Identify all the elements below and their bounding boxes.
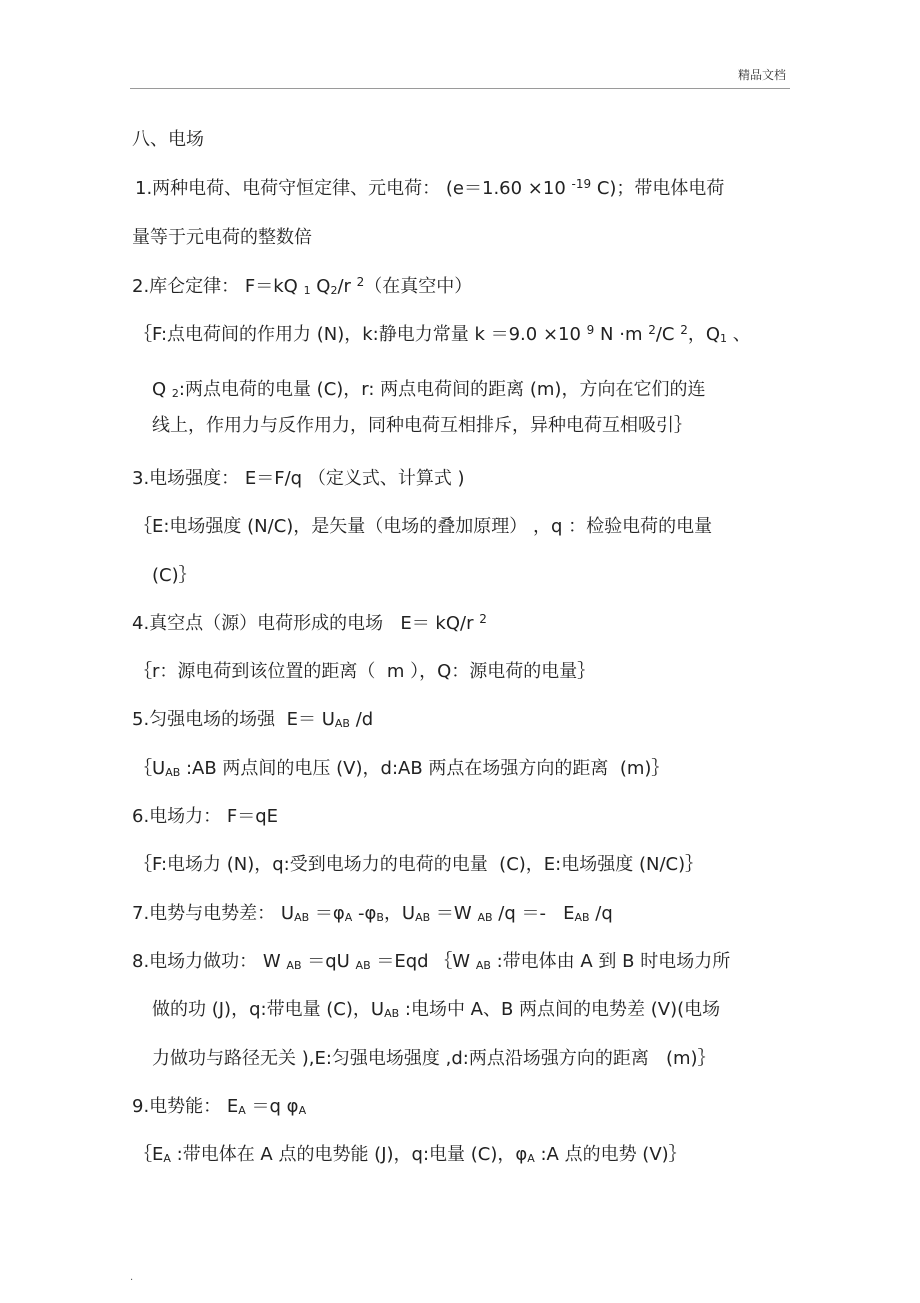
item-3-title: 3.电场强度： E＝F/q （定义式、计算式 ) [132,468,465,489]
item-2-desc-3: 线上，作用力与反作用力，同种电荷互相排斥，异种电荷互相吸引｝ [152,415,692,436]
item-9-title: 9.电势能： $E_A =q$ $\varphi_A$ [132,1096,307,1117]
item-8-desc-2: 力做功与路径无关 ),E:匀强电场强度 ,d:两点沿场强方向的距离 (m)｝ [152,1048,716,1069]
header-divider [130,88,790,89]
item-7-title: 7.电势与电势差： $U_{AB} =\varphi_A$ $-\varphi_B$，$U_{AB} =W$ $_{AB}$ $/q =- E_{AB}$ /q [132,903,613,924]
footer-mark: . [130,1272,134,1283]
item-6-title: 6.电场力： F＝qE [132,806,279,827]
item-2-title: 2.库仑定律： F＝kQ $_1$ $Q_2/r$ $^2$（在真空中） [132,275,473,297]
item-5-title: 5.匀强电场的场强 $E= U_{AB}$ /d [132,709,374,730]
header-label: 精品文档 [738,68,787,82]
item-1-line-1: 1.两种电荷、电荷守恒定律、元电荷： (e＝1.60 ×10 $^{-19}$ C)；带电体电荷 [135,177,725,199]
item-4-desc: ｛r：源电荷到该位置的距离（ m ），Q：源电荷的电量｝ [134,661,596,682]
item-3-desc-2: (C)｝ [152,565,197,586]
item-2-desc-1: ｛F:点电荷间的作用力 (N)，k:静电力常量 k ＝9.0 ×10 $^9$ N ·m $^2$/C $^2$，$Q_1$ 、 [134,323,751,345]
item-4-title: 4.真空点（源）电荷形成的电场 E＝ kQ/r $^2$ [132,612,487,634]
section-title: 八、电场 [132,129,204,150]
item-3-desc-1: ｛E:电场强度 (N/C)，是矢量（电场的叠加原理） ，q ：检验电荷的电量 [134,516,713,537]
item-1-line-2: 量等于元电荷的整数倍 [132,227,312,248]
item-6-desc: ｛F:电场力 (N)，q:受到电场力的电荷的电量 (C)，E:电场强度 (N/C)｝ [134,854,704,875]
item-2-desc-2: Q $_2$:两点电荷的电量 (C)，r: 两点电荷间的距离 (m)，方向在它们的连 [152,379,706,400]
item-8-title: 8.电场力做功： W $_{AB}$ ＝qU $_{AB}$ ＝Eqd ｛W $_{AB}$ :带电体由 A 到 B 时电场力所 [132,951,731,972]
item-8-desc-1: 做的功 (J)，q:带电量 (C)，$U_{AB}$ :电场中 A、B 两点间的电势差 (V)(电场 [152,999,721,1020]
item-9-desc: $\{E_A$ :带电体在 A 点的电势能 (J)，q:电量 (C)，$\varphi_A$ :A 点的电势 (V)｝ [134,1144,687,1165]
item-5-desc: $\{U_{AB}$ :AB 两点间的电压 (V)，d:AB 两点在场强方向的距离 (m)｝ [134,758,670,779]
